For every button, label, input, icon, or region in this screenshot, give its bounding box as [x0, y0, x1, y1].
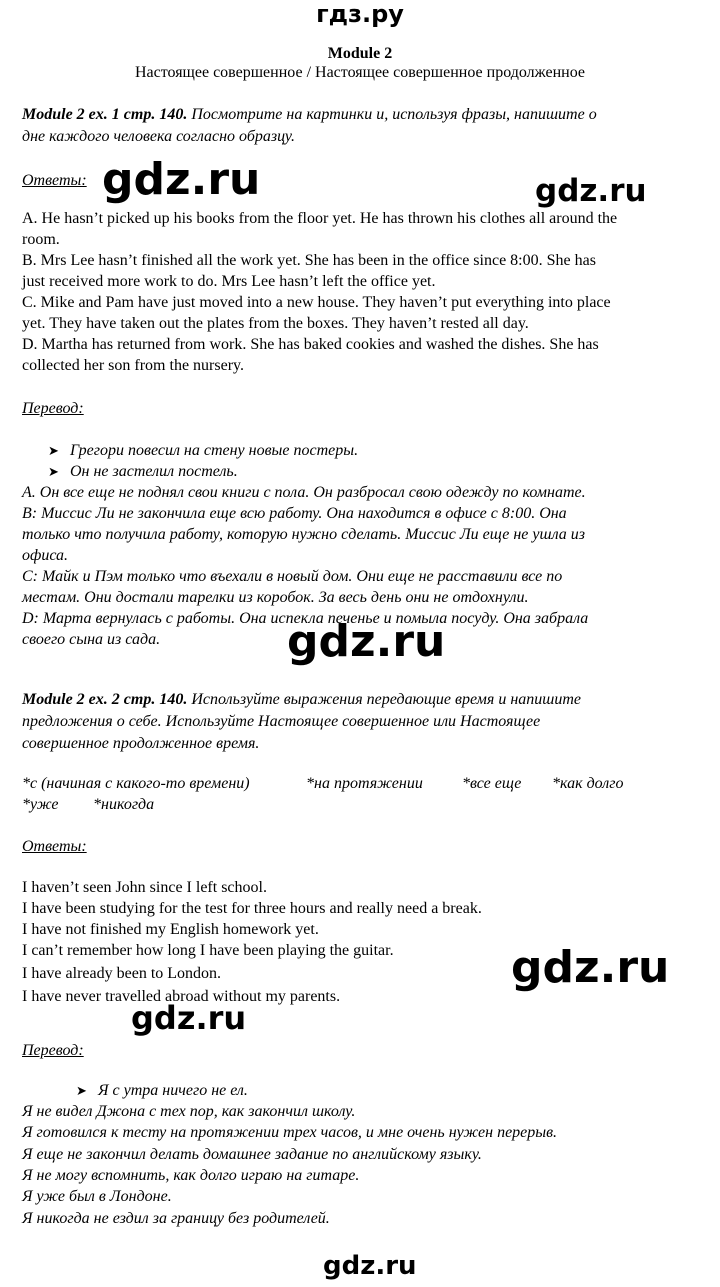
- ex1-translation-line: местам. Они достали тарелки из коробок. За весь день они не отдохнули.: [22, 589, 529, 606]
- watermark: gdz.ru: [323, 1251, 417, 1281]
- ex1-bullet-item: Он не застелил постель.: [70, 463, 238, 480]
- ex2-bullet-item: Я с утра ничего не ел.: [98, 1082, 248, 1099]
- ex2-expression: *на протяжении: [306, 775, 423, 792]
- ex1-translation-line: только что получила работу, которую нужно сделать. Миссис Ли еще не ушла из: [22, 526, 585, 543]
- ex2-translation-label: Перевод:: [22, 1042, 84, 1059]
- ex2-expression: *никогда: [93, 796, 155, 813]
- ex1-answer-line: room.: [22, 231, 60, 248]
- watermark: gdz.ru: [102, 154, 261, 205]
- ex2-answer-line: I can’t remember how long I have been playing the guitar.: [22, 942, 394, 959]
- ex2-expression: *все еще: [462, 775, 522, 792]
- ex1-answer-line: B. Mrs Lee hasn’t finished all the work yet. She has been in the office since 8:00. She has: [22, 252, 596, 269]
- module-title: Module 2: [327, 45, 393, 62]
- ex2-translation-line: Я еще не закончил делать домашнее задание по английскому языку.: [22, 1146, 482, 1163]
- ex1-ref: Module 2 ex. 1 стр. 140.: [22, 106, 188, 123]
- arrow-bullet-icon: ➤: [48, 464, 59, 479]
- ex2-answer-line: I have never travelled abroad without my parents.: [22, 988, 341, 1005]
- ex2-ref: Module 2 ex. 2 стр. 140.: [22, 691, 188, 708]
- ex2-task-line-3: совершенное продолженное время.: [22, 735, 260, 752]
- watermark: gdz.ru: [131, 999, 247, 1037]
- ex1-task-text-1: Посмотрите на картинки и, используя фразы, напишите о: [191, 106, 597, 123]
- ex2-translation-line: Я никогда не ездил за границу без родителей.: [22, 1210, 330, 1227]
- ex1-task-line-1: [22, 104, 597, 125]
- arrow-bullet-icon: ➤: [76, 1083, 87, 1098]
- ex1-translation-line: С: Майк и Пэм только что въехали в новый дом. Они еще не расставили все по: [22, 568, 563, 585]
- ex2-translation-line: Я готовился к тесту на протяжении трех часов, и мне очень нужен перерыв.: [22, 1124, 558, 1141]
- ex2-answer-line: I haven’t seen John since I left school.: [22, 879, 267, 896]
- ex2-answers-label: Ответы:: [22, 838, 87, 855]
- ex2-answer-line: I have been studying for the test for three hours and really need a break.: [22, 900, 482, 917]
- ex2-task-line-2: предложения о себе. Используйте Настоящее совершенное или Настоящее: [22, 713, 541, 730]
- ex1-translation-line: D: Марта вернулась с работы. Она испекла печенье и помыла посуду. Она забрала: [22, 610, 589, 627]
- ex1-translation-label: Перевод:: [22, 400, 84, 417]
- ex2-answer-line: I have already been to London.: [22, 965, 222, 982]
- ex2-translation-line: Я не видел Джона с тех пор, как закончил школу.: [22, 1103, 356, 1120]
- ex2-translation-line: Я уже был в Лондоне.: [22, 1188, 172, 1205]
- ex1-answer-line: just received more work to do. Mrs Lee hasn’t left the office yet.: [22, 273, 436, 290]
- watermark: gdz.ru: [287, 616, 446, 667]
- ex1-translation-line: офиса.: [22, 547, 69, 564]
- arrow-bullet-icon: ➤: [48, 443, 59, 458]
- ex1-answer-line: C. Mike and Pam have just moved into a new house. They haven’t put everything into place: [22, 294, 611, 311]
- ex2-expression: *уже: [22, 796, 59, 813]
- ex2-expression: *как долго: [552, 775, 624, 792]
- ex2-translation-line: Я не могу вспомнить, как долго играю на гитаре.: [22, 1167, 360, 1184]
- ex1-answer-line: A. He hasn’t picked up his books from the floor yet. He has thrown his clothes all around the: [22, 210, 618, 227]
- ex1-answers-label: Ответы:: [22, 172, 87, 189]
- ex1-translation-line: А. Он все еще не поднял свои книги с пола. Он разбросал свою одежду по комнате.: [22, 484, 586, 501]
- ex1-answer-line: yet. They have taken out the plates from the boxes. They haven’t rested all day.: [22, 315, 529, 332]
- ex2-task-text-1: Используйте выражения передающие время и напишите: [191, 691, 581, 708]
- watermark: gdz.ru: [511, 942, 670, 993]
- ex1-answer-line: D. Martha has returned from work. She has baked cookies and washed the dishes. She has: [22, 336, 599, 353]
- watermark: gdz.ru: [535, 173, 647, 209]
- ex2-expression: *с (начиная с какого-то времени): [22, 775, 250, 792]
- ex1-answer-line: collected her son from the nursery.: [22, 357, 244, 374]
- ex1-translation-line: своего сына из сада.: [22, 631, 161, 648]
- site-title: гдз.ру: [316, 0, 404, 28]
- ex1-translation-line: В: Миссис Ли не закончила еще всю работу. Она находится в офисе с 8:00. Она: [22, 505, 567, 522]
- ex2-answer-line: I have not finished my English homework yet.: [22, 921, 319, 938]
- module-subtitle: Настоящее совершенное / Настоящее совершенное продолженное: [134, 64, 586, 81]
- ex2-task-line-1: [22, 689, 581, 710]
- ex1-task-line-2: дне каждого человека согласно образцу.: [22, 128, 295, 145]
- ex1-bullet-item: Грегори повесил на стену новые постеры.: [70, 442, 359, 459]
